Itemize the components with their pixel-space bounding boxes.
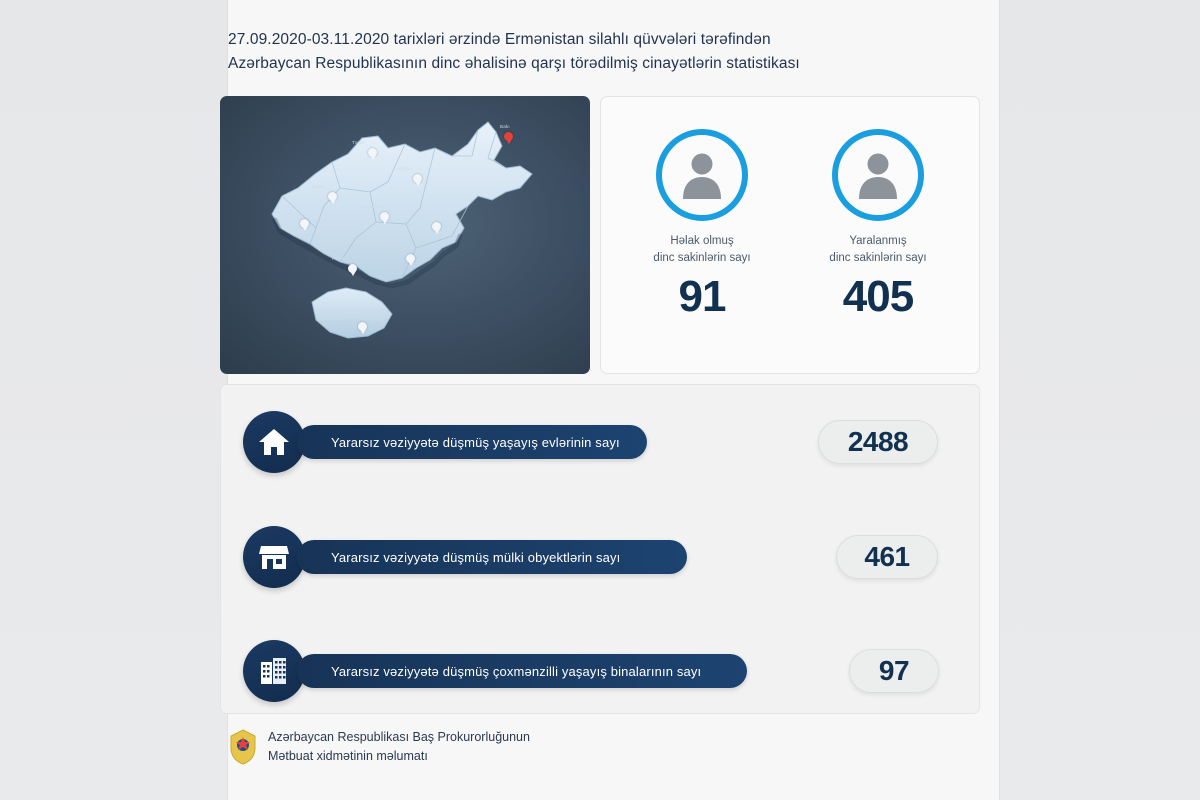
damage-row-bar-apartments: [297, 654, 747, 688]
title-line-2: Azərbaycan Respublikasının dinc əhalisinə qarşı törədilmiş cinayətlərin statistikası: [228, 54, 800, 72]
killed-value: 91: [678, 272, 726, 322]
title-line-1: 27.09.2020-03.11.2020 tarixləri ərzində Ermənistan silahlı qüvvələri tərəfindən: [228, 31, 771, 48]
footer: [228, 728, 928, 766]
map-pin-label-0: Tərtər: [352, 140, 366, 145]
wounded-value: 405: [842, 272, 914, 322]
person-icon: [679, 151, 725, 199]
map-pin-label-2: Bərdə: [312, 184, 326, 189]
damage-row-houses: [221, 404, 981, 482]
map-pin-terter: [368, 148, 377, 160]
damage-row-apartments: [221, 633, 981, 711]
azerbaijan-map-icon: [220, 96, 590, 374]
damage-row-bar-houses: [297, 425, 647, 459]
killed-label-line-1: Həlak olmuş: [670, 235, 734, 247]
map-pin-label-8: Füzuli: [332, 256, 346, 261]
map-pin-goranboy: [380, 212, 389, 224]
footer-line-1: Azərbaycan Respublikası Baş Prokurorluğunun: [268, 730, 530, 745]
stat-killed: [617, 129, 787, 322]
map-card: [220, 96, 590, 374]
map-pin-fuzuli: [348, 264, 357, 276]
azerbaijan-emblem-icon: [228, 728, 258, 766]
shop-icon: [243, 526, 305, 588]
footer-line-2: Mətbuat xidmətinin məlumatı: [268, 749, 428, 763]
map-pin-gence: [300, 219, 309, 231]
killed-icon-ring: [656, 129, 748, 221]
damage-row-label-apartments: Yararsız vəziyyətə düşmüş çoxmənzilli yaşayış binalarının sayı: [331, 663, 702, 679]
map-pin-agdam: [413, 174, 422, 186]
damage-row-label-civil-objects: Yararsız vəziyyətə düşmüş mülki obyektlərin sayı: [331, 549, 621, 565]
person-icon: [855, 151, 901, 199]
damage-row-bar-civil-objects: [297, 540, 687, 574]
map-pin-ordubad: [358, 322, 367, 334]
damage-row-label-houses: Yararsız vəziyyətə düşmüş yaşayış evlərinin sayı: [331, 434, 620, 450]
house-glyph-icon: [258, 427, 290, 457]
wounded-label-line-1: Yaralanmış: [849, 235, 907, 247]
map-pin-label-9: Ordubad: [340, 314, 359, 319]
map-pin-label-7: Beyləqan: [388, 246, 409, 251]
wounded-label-line-2: dinc sakinlərin sayı: [829, 251, 927, 264]
map-pin-label-3: Gəncə: [284, 211, 299, 216]
map-pin-label-5: Naftalan: [414, 214, 433, 219]
map-pin-beylegan: [406, 254, 415, 266]
map-pin-label-6: Bakı: [500, 124, 510, 129]
damage-row-value-apartments: 97: [849, 649, 939, 693]
map-pin-label-1: Ağdam: [397, 166, 413, 171]
killed-label-line-2: dinc sakinlərin sayı: [653, 251, 751, 264]
stat-wounded: [793, 129, 963, 322]
damage-row-value-civil-objects: 461: [836, 535, 938, 579]
map-pin-label-4: Goranboy: [362, 204, 384, 209]
apartment-glyph-icon: [258, 656, 290, 686]
damage-row-civil-objects: [221, 519, 981, 597]
map-pin-naftalan: [432, 222, 441, 234]
house-icon: [243, 411, 305, 473]
map-pin-baku: [504, 132, 513, 144]
top-section: [220, 96, 980, 376]
shop-glyph-icon: [258, 542, 290, 572]
wounded-label: [793, 233, 963, 266]
apartment-icon: [243, 640, 305, 702]
map-pin-berde: [328, 192, 337, 204]
killed-label: [617, 233, 787, 266]
footer-text: [268, 728, 530, 766]
damage-row-value-houses: 2488: [818, 420, 938, 464]
damage-card: [220, 384, 980, 714]
page-title: [228, 28, 918, 75]
casualties-card: [600, 96, 980, 374]
wounded-icon-ring: [832, 129, 924, 221]
